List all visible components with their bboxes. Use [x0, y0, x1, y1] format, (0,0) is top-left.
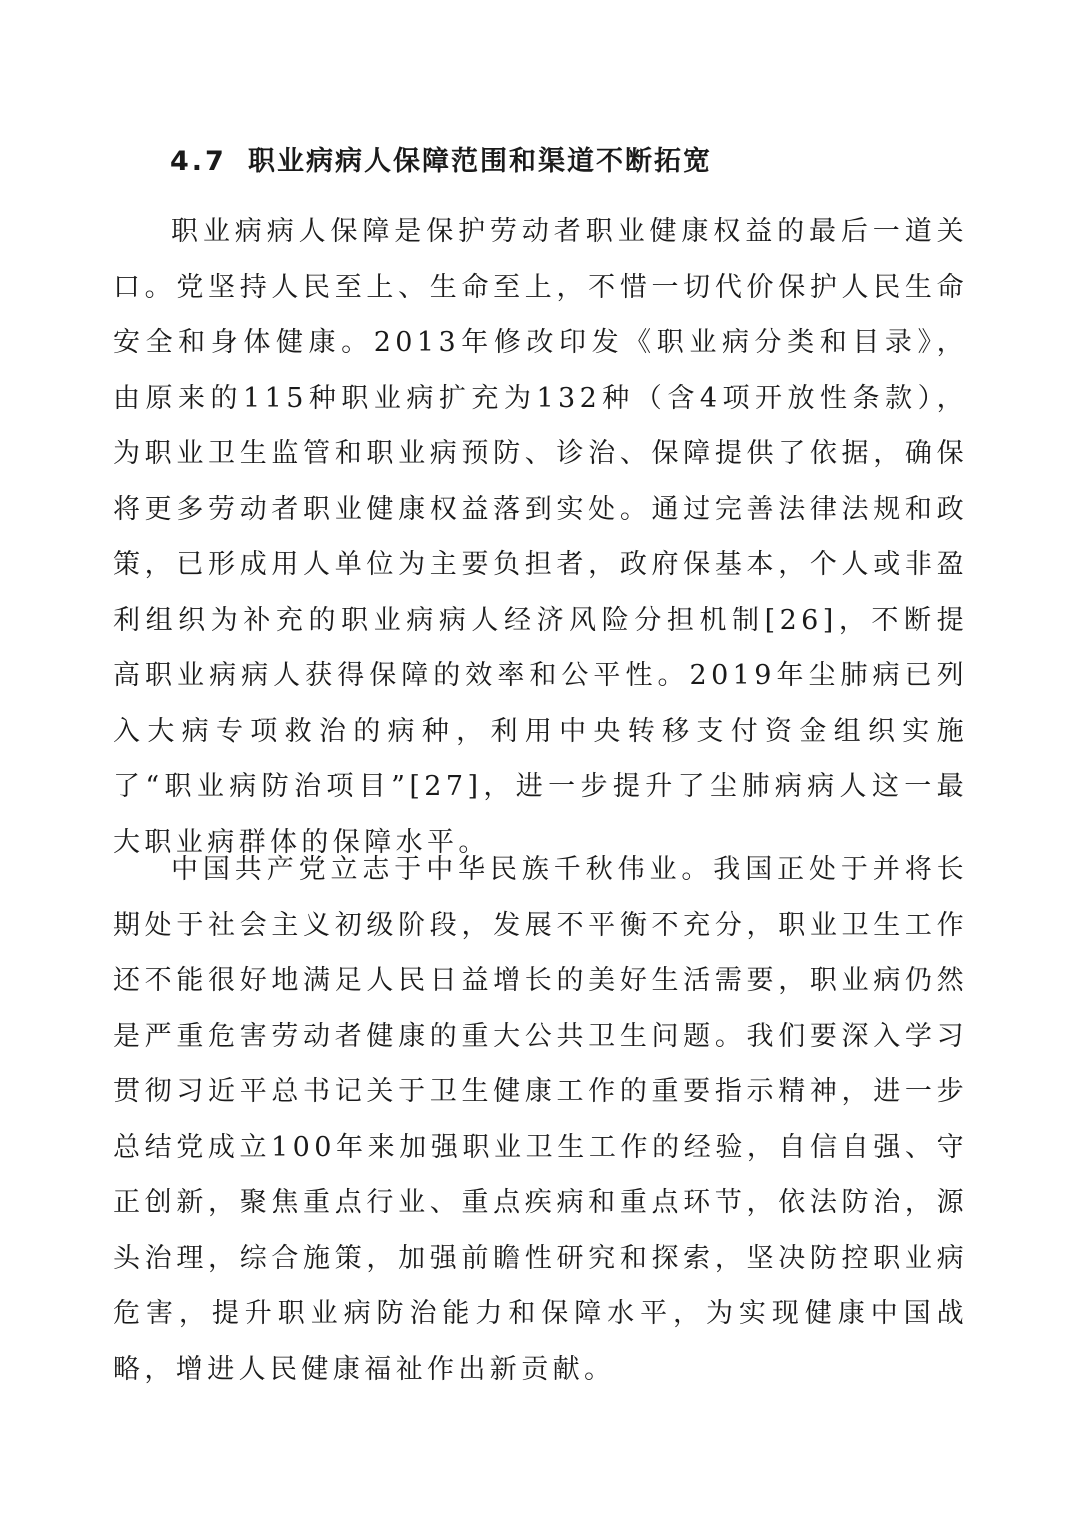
- section-title: 职业病病人保障范围和渠道不断拓宽: [248, 146, 712, 177]
- paragraph-coverage: 职业病病人保障是保护劳动者职业健康权益的最后一道关口。党坚持人民至上、生命至上，不惜一切代价保护人民生命安全和身体健康。2013年修改印发《职业病分类和目录》，由原来的115种职业病扩充为132种（含4项开放性条款），为职业卫生监管和职业病预防、诊治、保障提供了依据，确保将更多劳动者职业健康权益落到实处。通过完善法律法规和政策，已形成用人单位为主要负担者，政府保基本，个人或非盈利组织为补充的职业病病人经济风险分担机制[26]，不断提高职业病病人获得保障的效率和公平性。2019年尘肺病已列入大病专项救治的病种，利用中央转移支付资金组织实施了“职业病防治项目”[27]，进一步提升了尘肺病病人这一最大职业病群体的保障水平。: [113, 216, 968, 858]
- section-number: 4.7: [170, 146, 227, 177]
- paragraph-conclusion: 中国共产党立志于中华民族千秋伟业。我国正处于并将长期处于社会主义初级阶段，发展不平衡不充分，职业卫生工作还不能很好地满足人民日益增长的美好生活需要，职业病仍然是严重危害劳动者健康的重大公共卫生问题。我们要深入学习贯彻习近平总书记关于卫生健康工作的重要指示精神，进一步总结党成立100年来加强职业卫生工作的经验，自信自强、守正创新，聚焦重点行业、重点疾病和重点环节，依法防治，源头治理，综合施策，加强前瞻性研究和探索，坚决防控职业病危害，提升职业病防治能力和保障水平，为实现健康中国战略，增进人民健康福祉作出新贡献。: [113, 854, 968, 1385]
- section-heading: [170, 140, 712, 184]
